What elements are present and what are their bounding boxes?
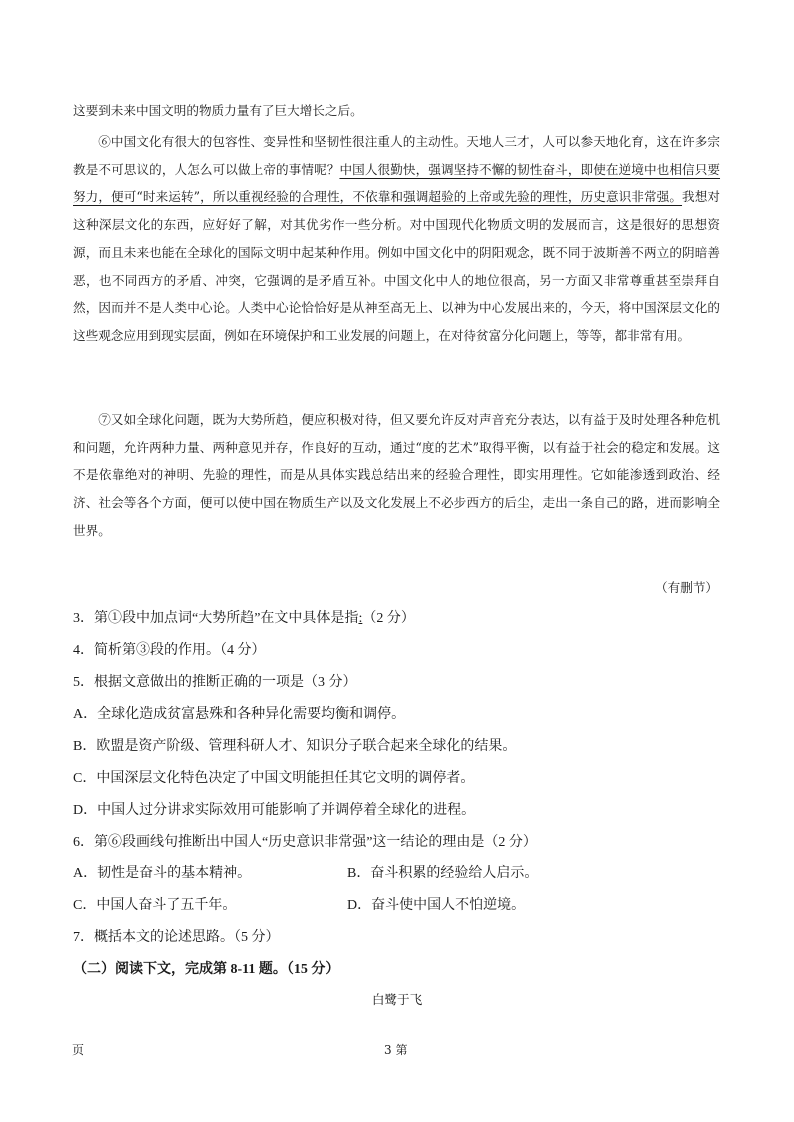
question-6-option-c: C．中国人奋斗了五千年。 [73,898,237,913]
paragraph-6 [73,128,720,350]
question-5: 5．根据文意做出的推断正确的一项是（3 分） [73,675,357,690]
question-3-text: 3．第①段中加点词“大势所趋”在文中具体是指 [73,611,359,626]
paragraph-6-underlined-sentence: 中国人很勤快，强调坚持不懈的韧性奋斗，即使在逆境中也相信只要努力，便可“时来运转”，所以重视经验的合理性，不依靠和强调超验的上帝或先验的理性，历史意识非常强。 [73,161,721,205]
footer-page-label: 页 [72,1043,85,1057]
question-5-option-c: C．中国深层文化特色决定了中国文明能担任其它文明的调停者。 [73,771,475,786]
question-4: 4．简析第③段的作用。（4 分） [73,643,266,658]
paragraph-continued: 这要到未来中国文明的物质力量有了巨大增长之后。 [73,103,363,118]
paragraph-6-intro: ⑥中国文化有很大的包容性、变异性和坚韧性很注重人的主动性。天地人三才，人可以参天地化育，这在许多宗教是不可思议的，人怎么可以做上帝的事情呢？ [73,134,720,177]
question-5-option-a: A．全球化造成贫富悬殊和各种异化需要均衡和调停。 [73,707,406,722]
question-6-option-b: B．奋斗积累的经验给人启示。 [347,866,539,881]
question-6-option-a: A．韧性是奋斗的基本精神。 [73,866,252,881]
source-note: （有删节） [655,580,718,595]
question-5-option-b: B．欧盟是资产阶级、管理科研人才、知识分子联合起来全球化的结果。 [73,739,517,754]
question-6-option-d: D．奋斗使中国人不怕逆境。 [347,898,526,913]
paragraph-6-rest: 我想对这种深层文化的东西，应好好了解，对其优劣作一些分析。对中国现代化物质文明的发展而言，这是很好的思想资源，而且未来也能在全球化的国际文明中起某种作用。例如中国文化中的阴阳观念，既不同于波斯善不两立的阴暗善恶，也不同西方的矛盾、冲突，它强调的是矛盾互补。中国文化中人的地位很高，另一方面又非常尊重甚至崇拜自然，因而并不是人类中心论。人类中心论恰恰好是从神至高无上、以神为中心发展出来的，今天，将中国深层文化的这些观念应用到现实层面，例如在环境保护和工业发展的问题上，在对待贫富分化问题上，等等，都非常有用。 [73,189,720,343]
footer-page-number: 3 第 [384,1043,408,1057]
passage-title: 白鹭于飞 [371,992,423,1007]
section-2-heading: （二）阅读下文，完成第 8-11 题。（15 分） [73,962,340,977]
question-3 [73,607,415,631]
question-3-score: （2 分） [362,611,415,626]
question-3-colon: : [358,611,363,626]
question-6: 6．第⑥段画线句推断出中国人“历史意识非常强”这一结论的理由是（2 分） [73,835,537,850]
paragraph-7: ⑦又如全球化问题，既为大势所趋，便应积极对待，但又要允许反对声音充分表达，以有益于及时处理各种危机和问题，允许两种力量、两种意见并存，作良好的互动，通过“度的艺术”取得平衡，以有益于社会的稳定和发展。这不是依靠绝对的神明、先验的理性，而是从具体实践总结出来的经验合理性，即实用理性。它如能渗透到政治、经济、社会等各个方面，便可以使中国在物质生产以及文化发展上不必步西方的后尘，走出一条自己的路，进而影响全世界。 [73,412,720,538]
question-5-option-d: D．中国人过分讲求实际效用可能影响了并调停着全球化的进程。 [73,803,476,818]
question-7: 7．概括本文的论述思路。（5 分） [73,930,280,945]
